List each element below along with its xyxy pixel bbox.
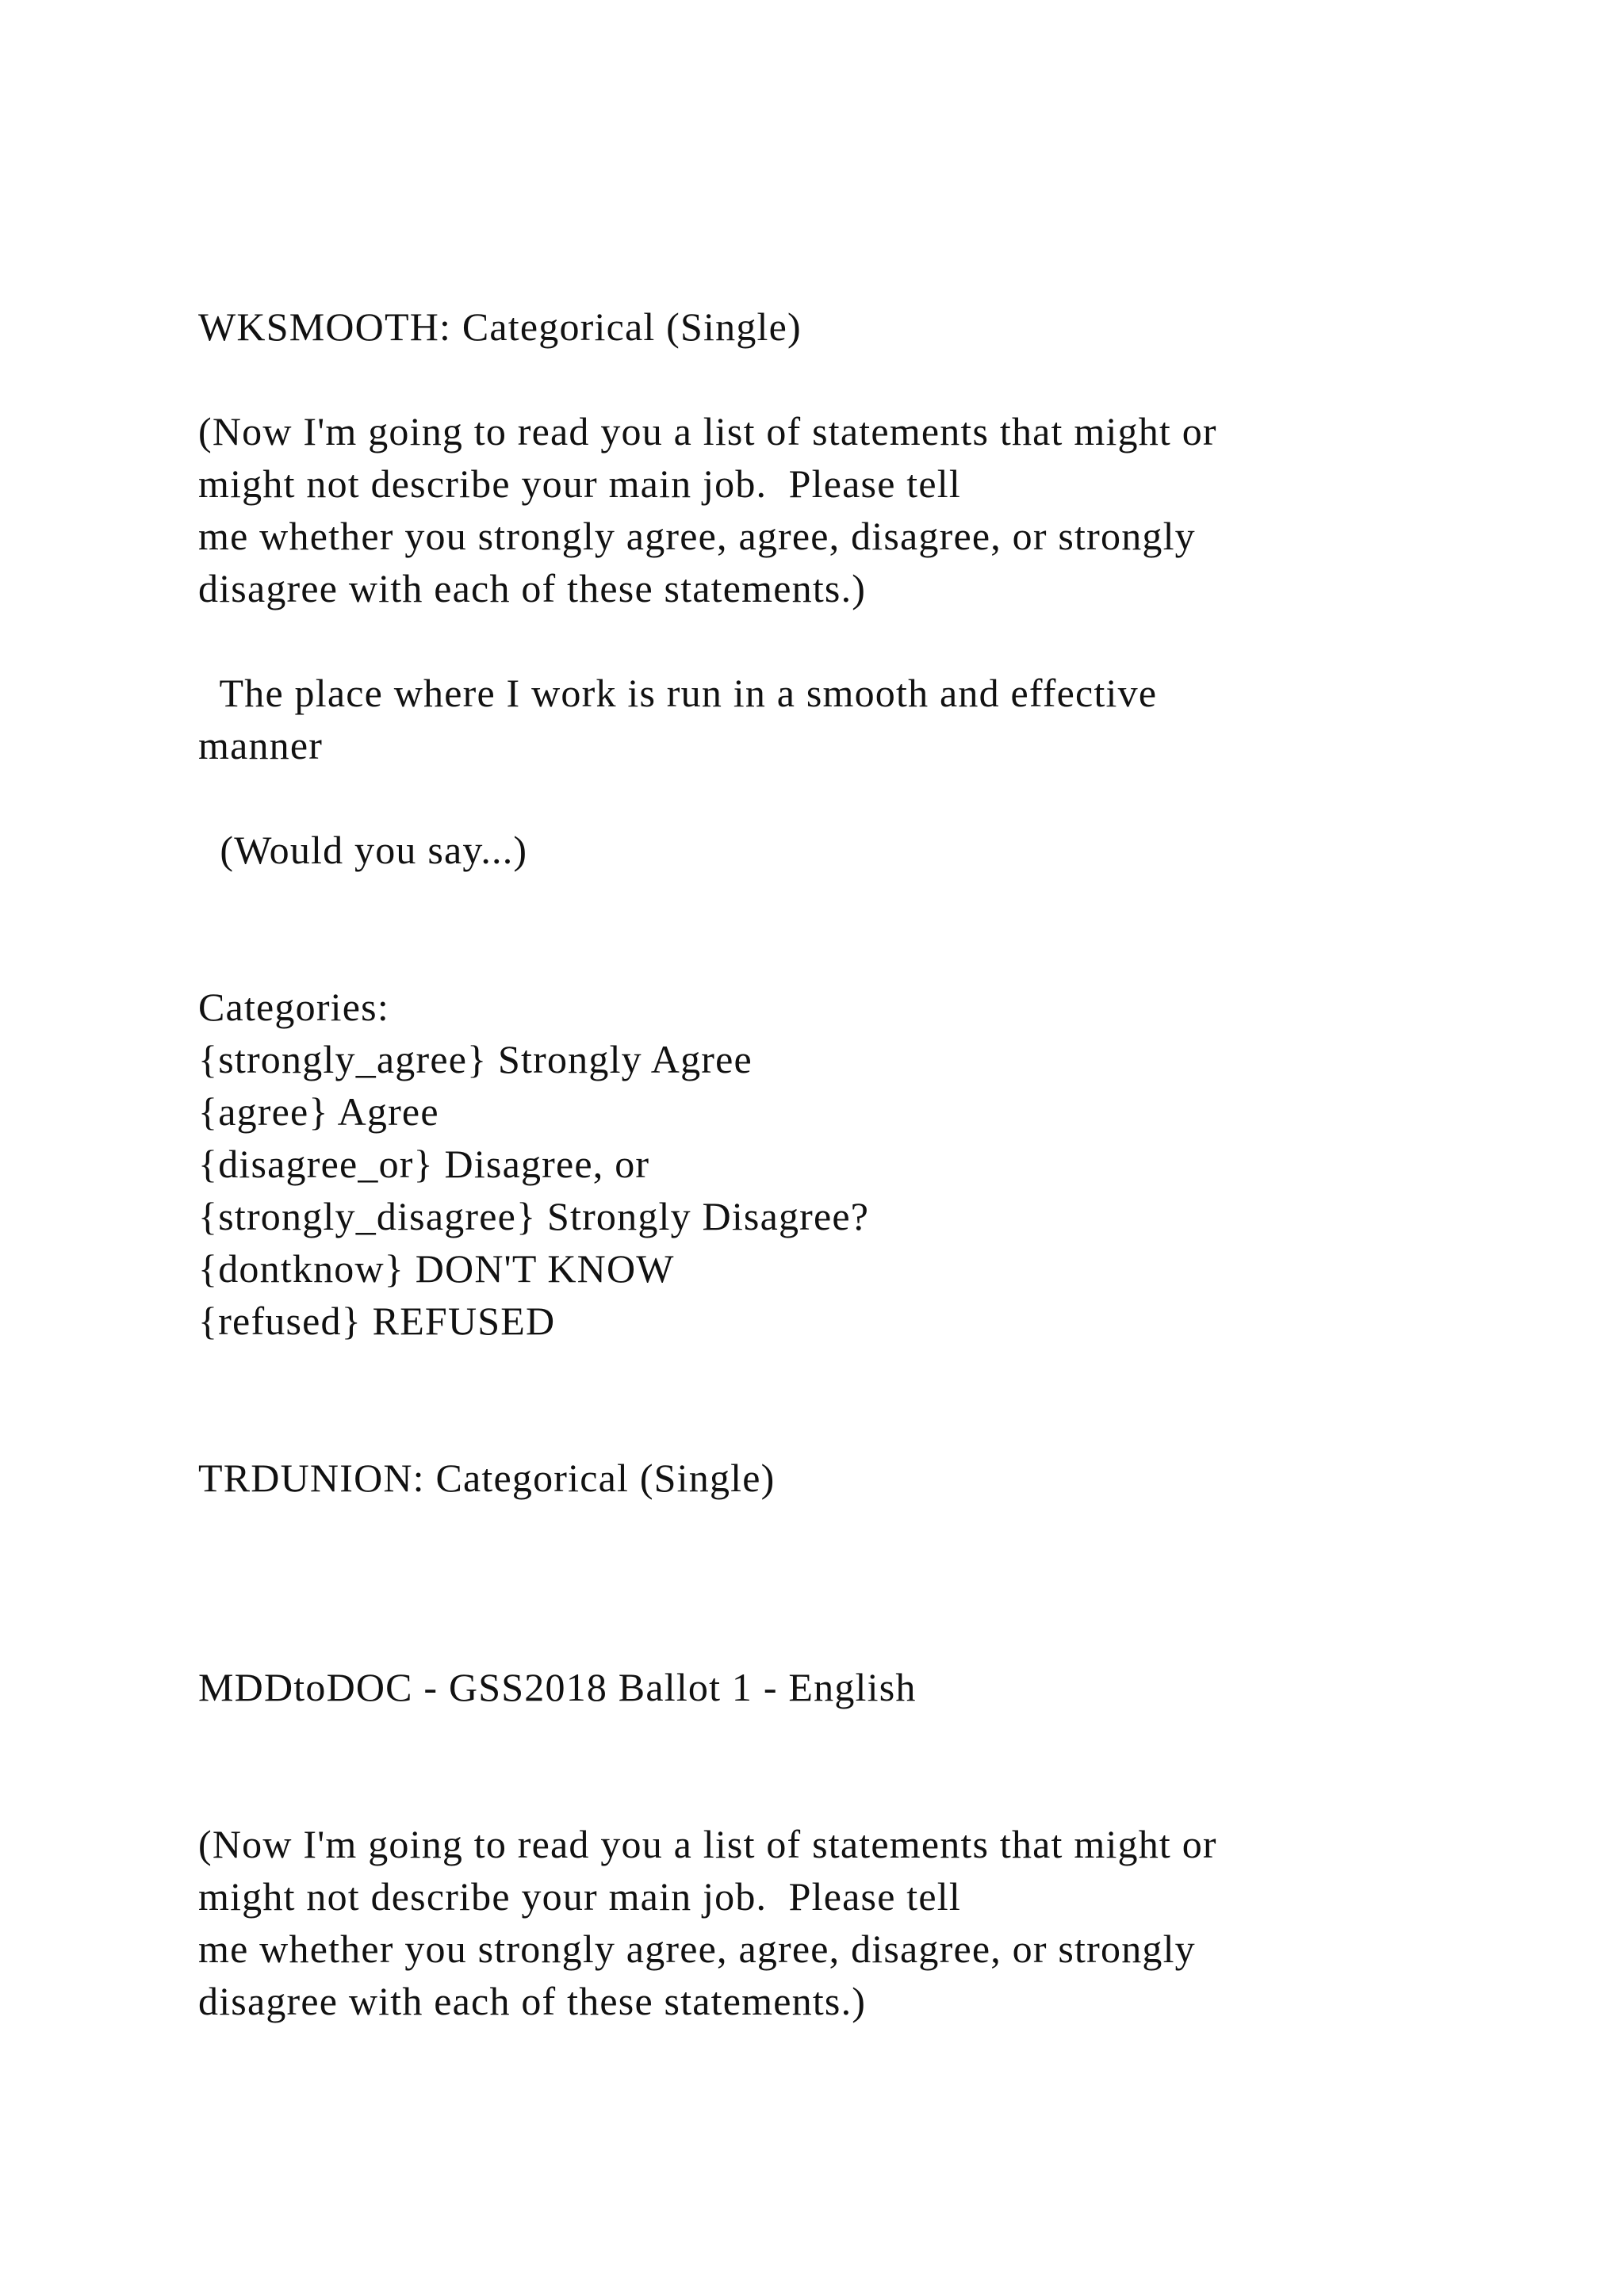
category-item: {dontknow} DON'T KNOW	[198, 1246, 675, 1291]
question-header-trdunion: TRDUNION: Categorical (Single)	[198, 1456, 776, 1500]
category-item: {strongly_agree} Strongly Agree	[198, 1037, 753, 1081]
prompt-would-you-say: (Would you say...)	[198, 828, 528, 872]
intro-line-1: (Now I'm going to read you a list of statements that might or	[198, 409, 1217, 453]
statement-line-2: manner	[198, 723, 324, 767]
category-item: {refused} REFUSED	[198, 1299, 556, 1343]
question-header-wksmooth: WKSMOOTH: Categorical (Single)	[198, 304, 802, 349]
intro-line-3: me whether you strongly agree, agree, disagree, or strongly	[198, 514, 1196, 558]
statement-line-1: The place where I work is run in a smooth and effective	[198, 671, 1158, 715]
categories-label: Categories:	[198, 985, 389, 1029]
document-footer-title: MDDtoDOC - GSS2018 Ballot 1 - English	[198, 1665, 917, 1709]
intro-line-3: me whether you strongly agree, agree, disagree, or strongly	[198, 1927, 1196, 1971]
category-item: {agree} Agree	[198, 1089, 439, 1134]
intro-line-1: (Now I'm going to read you a list of statements that might or	[198, 1822, 1217, 1866]
intro-line-4: disagree with each of these statements.)	[198, 1979, 867, 2023]
intro-line-4: disagree with each of these statements.)	[198, 566, 867, 610]
category-item: {disagree_or} Disagree, or	[198, 1142, 650, 1186]
intro-line-2: might not describe your main job. Please tell	[198, 461, 961, 506]
category-item: {strongly_disagree} Strongly Disagree?	[198, 1194, 870, 1238]
intro-line-2: might not describe your main job. Please tell	[198, 1874, 961, 1919]
